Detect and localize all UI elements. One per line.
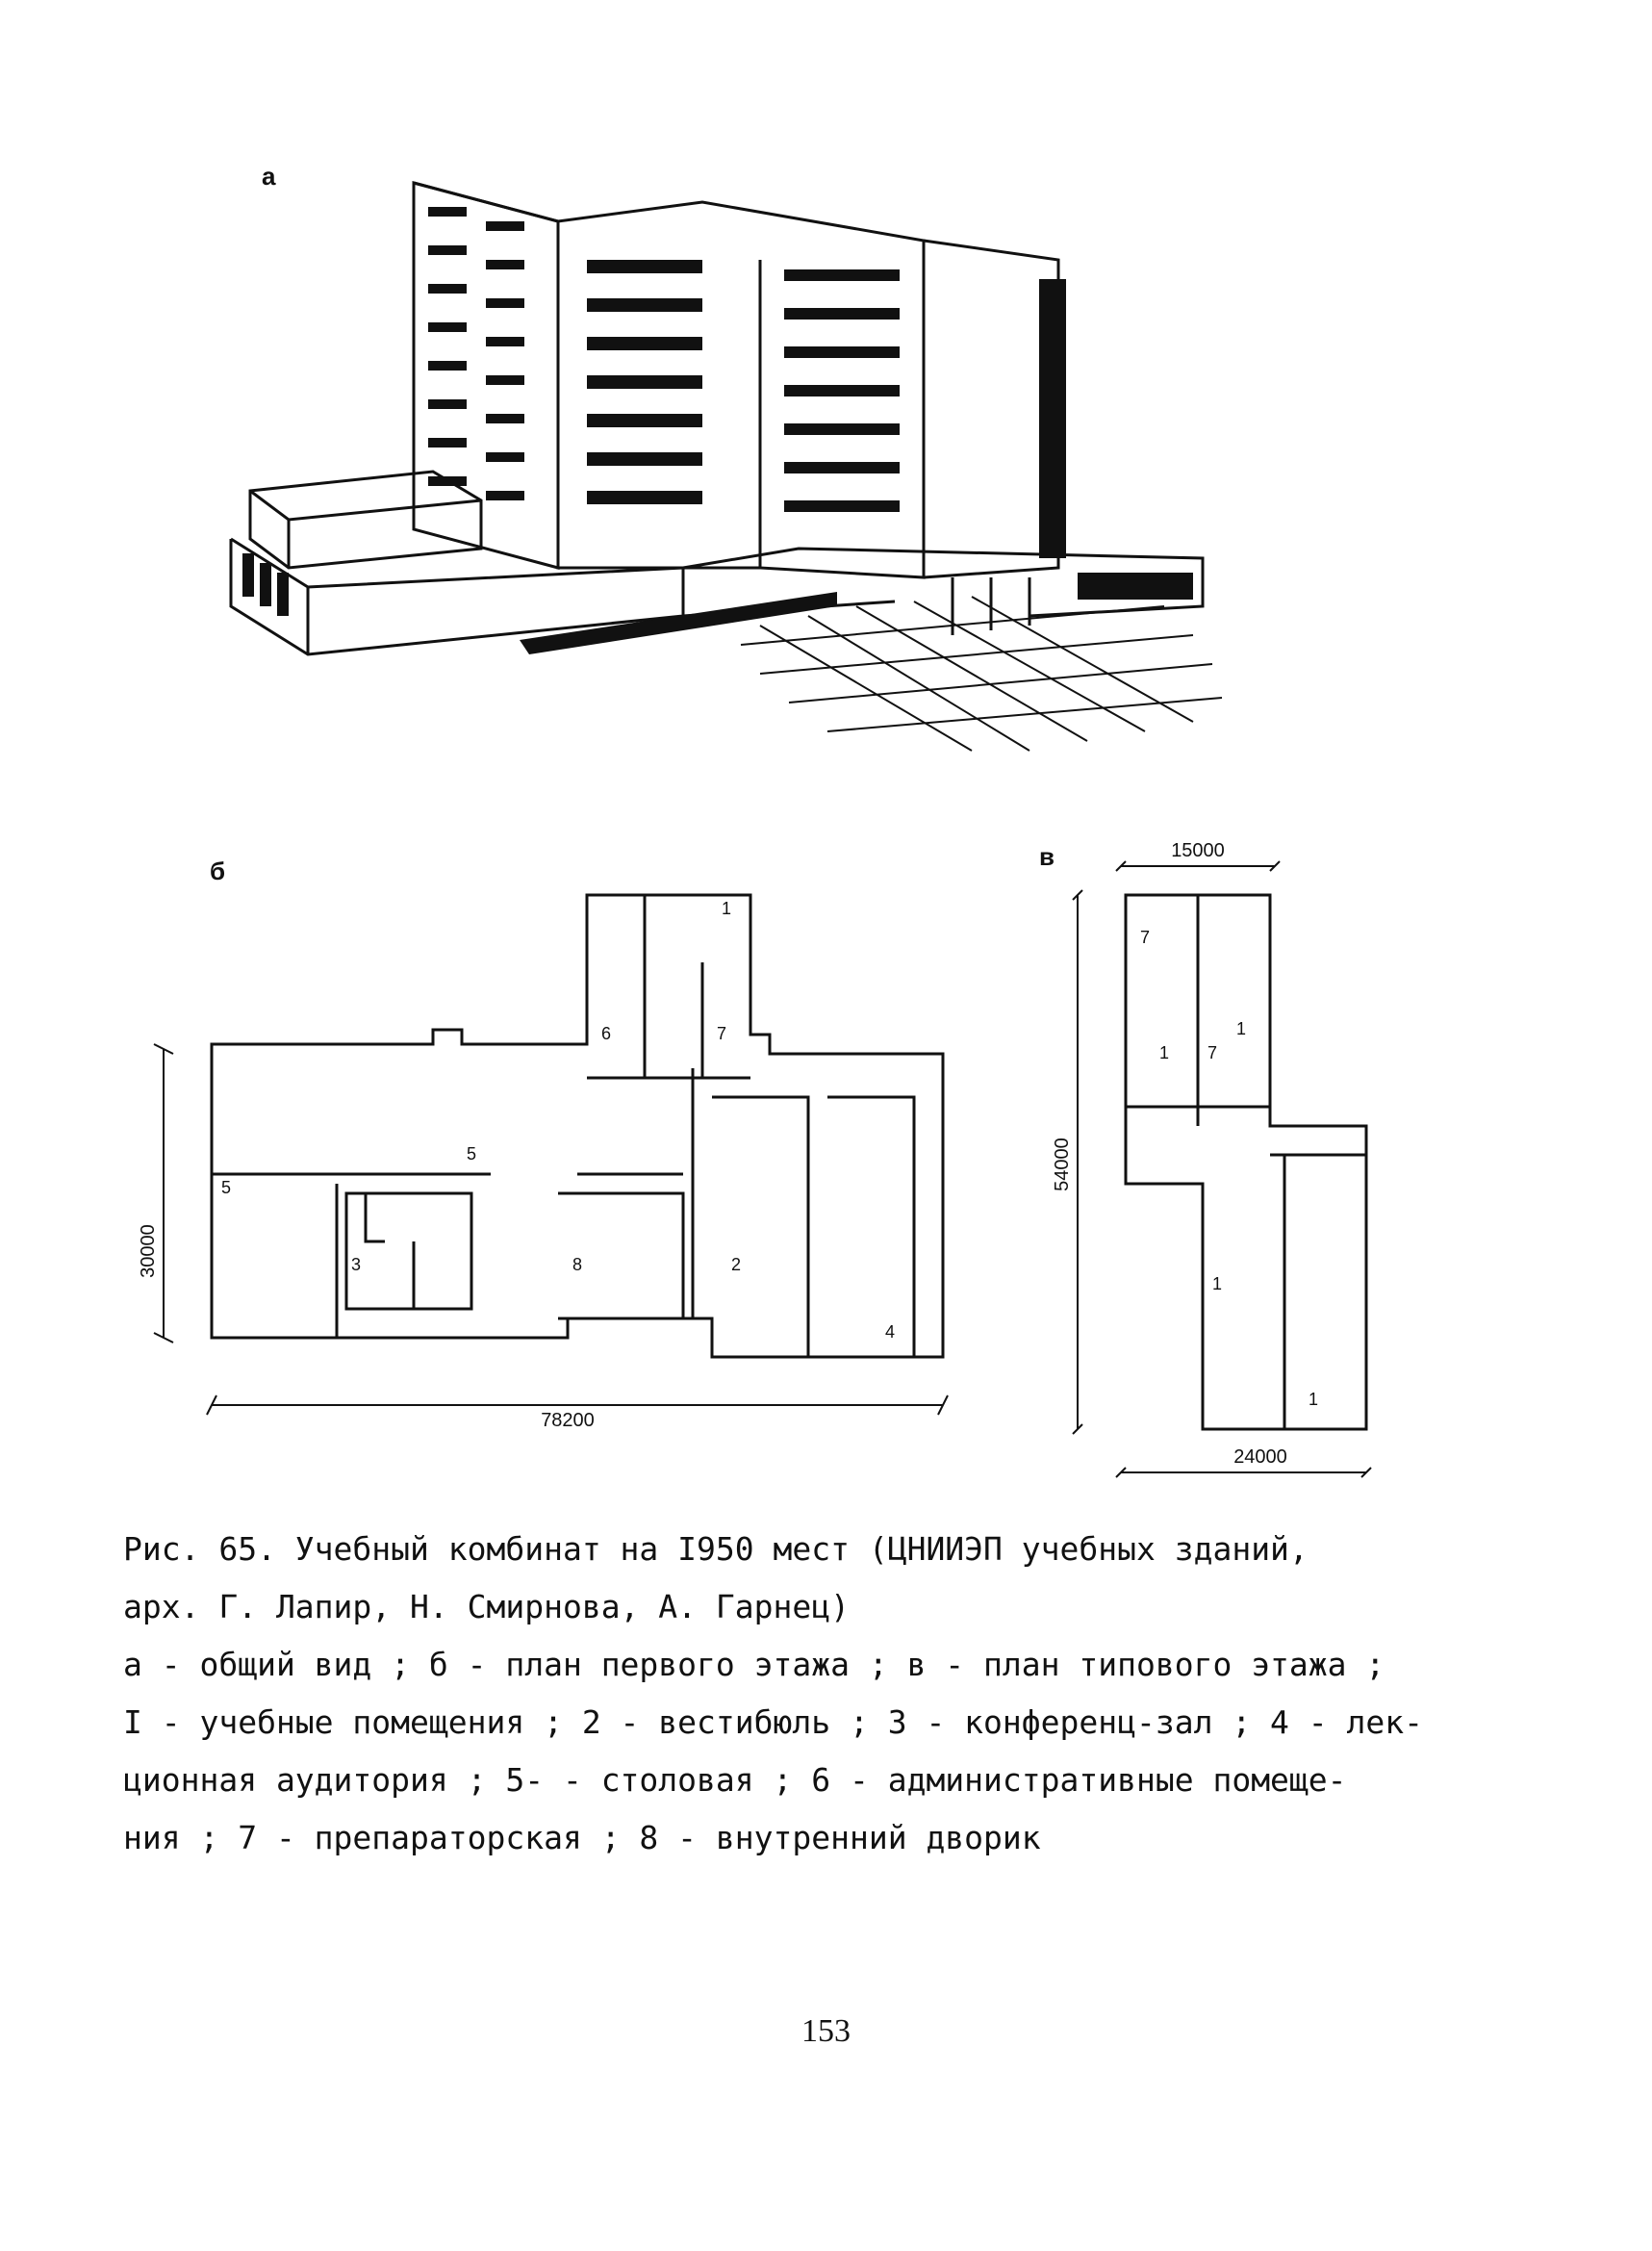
plan1-label-5b: 5 (221, 1178, 232, 1197)
dim-24000: 24000 (1233, 1446, 1287, 1468)
caption-line-4: I - учебные помещения ; 2 - вестибюль ; 3 - конференц-зал ; 4 - лек- (123, 1703, 1424, 1741)
plan1-label-7: 7 (717, 1024, 727, 1043)
plan1-label-8: 8 (572, 1255, 583, 1274)
plan2-label-1d: 1 (1309, 1390, 1319, 1409)
plan1-label-1: 1 (722, 899, 732, 918)
plan1-label-2: 2 (731, 1255, 742, 1274)
caption-line-1: Рис. 65. Учебный комбинат на I950 мест (ЦНИИЭП учебных зданий, (123, 1530, 1309, 1568)
figure-caption (123, 1521, 1424, 1867)
dim-54000: 54000 (1052, 1138, 1073, 1191)
caption-line-5: ционная аудитория ; 5- - столовая ; 6 - административные помеще- (123, 1761, 1347, 1799)
dim-15000: 15000 (1171, 840, 1225, 861)
caption-line-3: а - общий вид ; б - план первого этажа ; в - план типового этажа ; (123, 1646, 1385, 1683)
plan1-label-3: 3 (351, 1255, 362, 1274)
first-floor-plan (138, 866, 981, 1492)
plan2-label-7b: 7 (1207, 1043, 1218, 1062)
panel-label-v: в (1039, 842, 1055, 871)
plan2-label-1a: 1 (1236, 1019, 1247, 1038)
plan1-label-5a: 5 (467, 1144, 477, 1164)
panel-label-b: б (210, 857, 226, 885)
plan2-label-1c: 1 (1212, 1274, 1223, 1293)
plan2-label-7a: 7 (1140, 928, 1151, 947)
dim-78200: 78200 (541, 1410, 595, 1431)
caption-line-6: ния ; 7 - препараторская ; 8 - внутренний дворик (123, 1819, 1041, 1856)
caption-line-2: арх. Г. Лапир, Н. Смирнова, А. Гарнец) (123, 1588, 850, 1625)
building-perspective-drawing (221, 164, 1280, 780)
page-number: 153 (801, 2013, 851, 2049)
panel-label-a: а (262, 162, 276, 191)
plan1-label-6: 6 (601, 1024, 612, 1043)
plan2-label-1b: 1 (1159, 1043, 1170, 1062)
typical-floor-plan (1049, 837, 1385, 1511)
dim-30000: 30000 (138, 1224, 159, 1278)
plan1-label-4: 4 (885, 1322, 896, 1342)
